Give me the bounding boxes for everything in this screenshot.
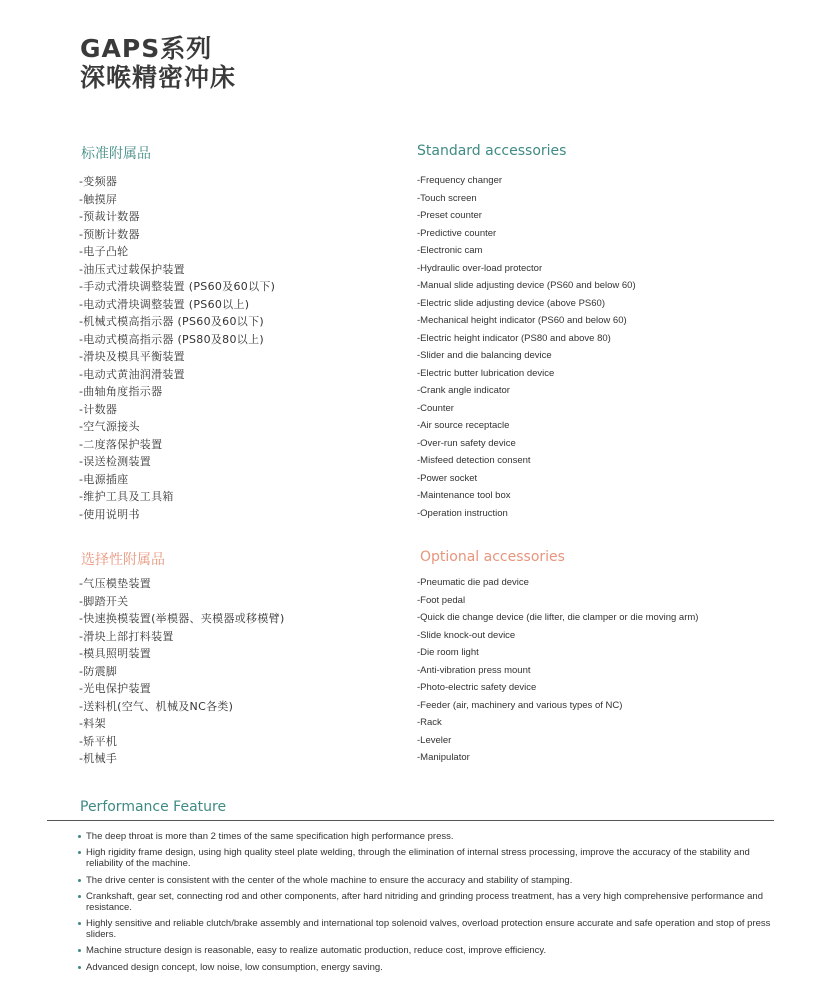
bullet-icon xyxy=(78,966,81,969)
optional-item-en: -Die room light xyxy=(417,647,479,658)
performance-item xyxy=(78,891,778,913)
standard-item-zh: -曲轴角度指示器 xyxy=(79,385,163,398)
standard-item-en: -Touch screen xyxy=(417,192,477,204)
optional-item-zh: -快速换模装置(举模器、夹模器或移模臂) xyxy=(79,612,285,625)
optional-item-zh: -送料机(空气、机械及NC各类) xyxy=(79,699,234,713)
optional-item-en: -Leveler xyxy=(417,734,452,746)
standard-item-en: -Over-run safety device xyxy=(417,437,516,449)
optional-list-en xyxy=(417,574,698,767)
standard-item-en: -Air source receptacle xyxy=(417,420,510,431)
bullet-icon xyxy=(78,949,81,952)
standard-item-zh: -触摸屏 xyxy=(79,192,118,206)
standard-item-zh: -油压式过载保护装置 xyxy=(79,262,185,276)
standard-item-en: -Maintenance tool box xyxy=(417,490,511,501)
standard-item-zh: -电动式滑块调整装置 (PS60以上) xyxy=(79,297,250,311)
optional-item-en: -Photo-electric safety device xyxy=(417,682,537,693)
performance-item xyxy=(78,945,778,956)
standard-item-zh: -变频器 xyxy=(79,175,118,188)
standard-heading-en: Standard accessories xyxy=(417,143,567,159)
performance-item-text: The deep throat is more than 2 times of the same specification high performance press. xyxy=(86,831,454,842)
standard-item-zh: -预裁计数器 xyxy=(79,210,140,223)
standard-item-zh: -维护工具及工具箱 xyxy=(79,490,174,503)
performance-item xyxy=(78,918,778,940)
standard-item-zh: -滑块及模具平衡装置 xyxy=(79,350,185,363)
bullet-icon xyxy=(78,879,81,882)
bullet-icon xyxy=(78,851,81,854)
performance-item xyxy=(78,831,778,842)
performance-item-text: Crankshaft, gear set, connecting rod and other components, after hard nitriding and grinding process treatment, has a very high comprehensive performance and resistance. xyxy=(86,890,763,913)
standard-item-en: -Electronic cam xyxy=(417,245,483,256)
optional-item-zh: -脚踏开关 xyxy=(79,594,129,608)
optional-item-zh: -机械手 xyxy=(79,752,118,765)
performance-item-text: Machine structure design is reasonable, easy to realize automatic production, reduce cost, improve efficiency. xyxy=(86,945,547,957)
performance-item-text: High rigidity frame design, using high quality steel plate welding, through the elimination of internal stress processing, improve the accuracy of the stability and reliability of the machine. xyxy=(86,847,750,870)
performance-item-text: Highly sensitive and reliable clutch/brake assembly and international top solenoid valves, overload protection ensure accurate and safe operation and stop of press sliders. xyxy=(86,918,771,941)
standard-list-zh xyxy=(79,173,275,523)
performance-item-text: Advanced design concept, low noise, low consumption, energy saving. xyxy=(86,961,383,973)
optional-item-zh: -矫平机 xyxy=(79,734,118,748)
standard-item-zh: -机械式模高指示器 (PS60及60以下) xyxy=(79,315,264,328)
standard-item-en: -Preset counter xyxy=(417,210,482,221)
standard-item-en: -Operation instruction xyxy=(417,507,508,519)
standard-item-en: -Mechanical height indicator (PS60 and below 60) xyxy=(417,315,627,326)
performance-item-text: The drive center is consistent with the center of the whole machine to ensure the accuracy and stability of stamping. xyxy=(86,874,573,886)
performance-item xyxy=(78,962,778,973)
optional-item-zh: -模具照明装置 xyxy=(79,647,152,660)
standard-item-zh: -电源插座 xyxy=(79,472,129,486)
standard-item-zh: -电动式模高指示器 (PS80及80以上) xyxy=(79,332,264,346)
standard-item-en: -Electric butter lubrication device xyxy=(417,367,555,379)
standard-item-en: -Frequency changer xyxy=(417,175,503,186)
standard-item-en: -Counter xyxy=(417,402,454,414)
optional-item-zh: -滑块上部打料装置 xyxy=(79,629,174,643)
performance-heading: Performance Feature xyxy=(80,799,227,815)
optional-item-en: -Rack xyxy=(417,717,442,728)
performance-item xyxy=(78,875,778,886)
optional-item-en: -Pneumatic die pad device xyxy=(417,577,529,588)
optional-heading-en: Optional accessories xyxy=(420,549,565,565)
optional-item-en: -Foot pedal xyxy=(417,594,466,606)
optional-item-zh: -料架 xyxy=(79,717,106,730)
standard-item-en: -Slider and die balancing device xyxy=(417,350,552,361)
optional-item-en: -Quick die change device (die lifter, die clamper or die moving arm) xyxy=(417,612,699,623)
page-title xyxy=(80,34,236,92)
standard-item-en: -Misfeed detection consent xyxy=(417,455,531,466)
standard-item-zh: -使用说明书 xyxy=(79,507,140,521)
standard-item-zh: -电动式黄油润滑装置 xyxy=(79,367,185,381)
title-product: 深喉精密冲床 xyxy=(80,63,237,92)
standard-item-zh: -误送检测装置 xyxy=(79,455,152,468)
standard-item-zh: -空气源接头 xyxy=(79,420,140,433)
optional-list-zh xyxy=(79,575,285,768)
optional-item-en: -Slide knock-out device xyxy=(417,629,516,641)
performance-divider xyxy=(47,820,774,821)
standard-item-en: -Hydraulic over-load protector xyxy=(417,262,543,274)
standard-item-zh: -预断计数器 xyxy=(79,227,140,241)
bullet-icon xyxy=(78,922,81,925)
standard-item-zh: -电子凸轮 xyxy=(79,245,129,258)
standard-item-en: -Electric height indicator (PS80 and above 80) xyxy=(417,332,611,344)
standard-heading-zh: 标准附属品 xyxy=(81,146,151,162)
bullet-icon xyxy=(78,895,81,898)
optional-item-zh: -光电保护装置 xyxy=(79,682,152,695)
bullet-icon xyxy=(78,835,81,838)
standard-item-zh: -计数器 xyxy=(79,402,118,416)
performance-list xyxy=(78,831,778,978)
optional-item-en: -Feeder (air, machinery and various types of NC) xyxy=(417,699,623,711)
title-series: GAPS系列 xyxy=(80,34,213,63)
standard-item-zh: -二度落保护装置 xyxy=(79,437,163,451)
optional-item-zh: -防震脚 xyxy=(79,664,118,678)
performance-item xyxy=(78,847,778,869)
standard-item-en: -Predictive counter xyxy=(417,227,497,239)
standard-list-en xyxy=(417,172,636,522)
optional-heading-zh: 选择性附属品 xyxy=(81,552,165,568)
standard-item-en: -Crank angle indicator xyxy=(417,385,510,396)
optional-item-en: -Manipulator xyxy=(417,752,470,763)
optional-item-zh: -气压模垫装置 xyxy=(79,577,152,590)
standard-item-en: -Electric slide adjusting device (above PS60) xyxy=(417,297,605,309)
standard-item-en: -Power socket xyxy=(417,472,478,484)
optional-item-en: -Anti-vibration press mount xyxy=(417,664,531,676)
standard-item-en: -Manual slide adjusting device (PS60 and below 60) xyxy=(417,280,636,291)
standard-item-zh: -手动式滑块调整装置 (PS60及60以下) xyxy=(79,280,276,293)
